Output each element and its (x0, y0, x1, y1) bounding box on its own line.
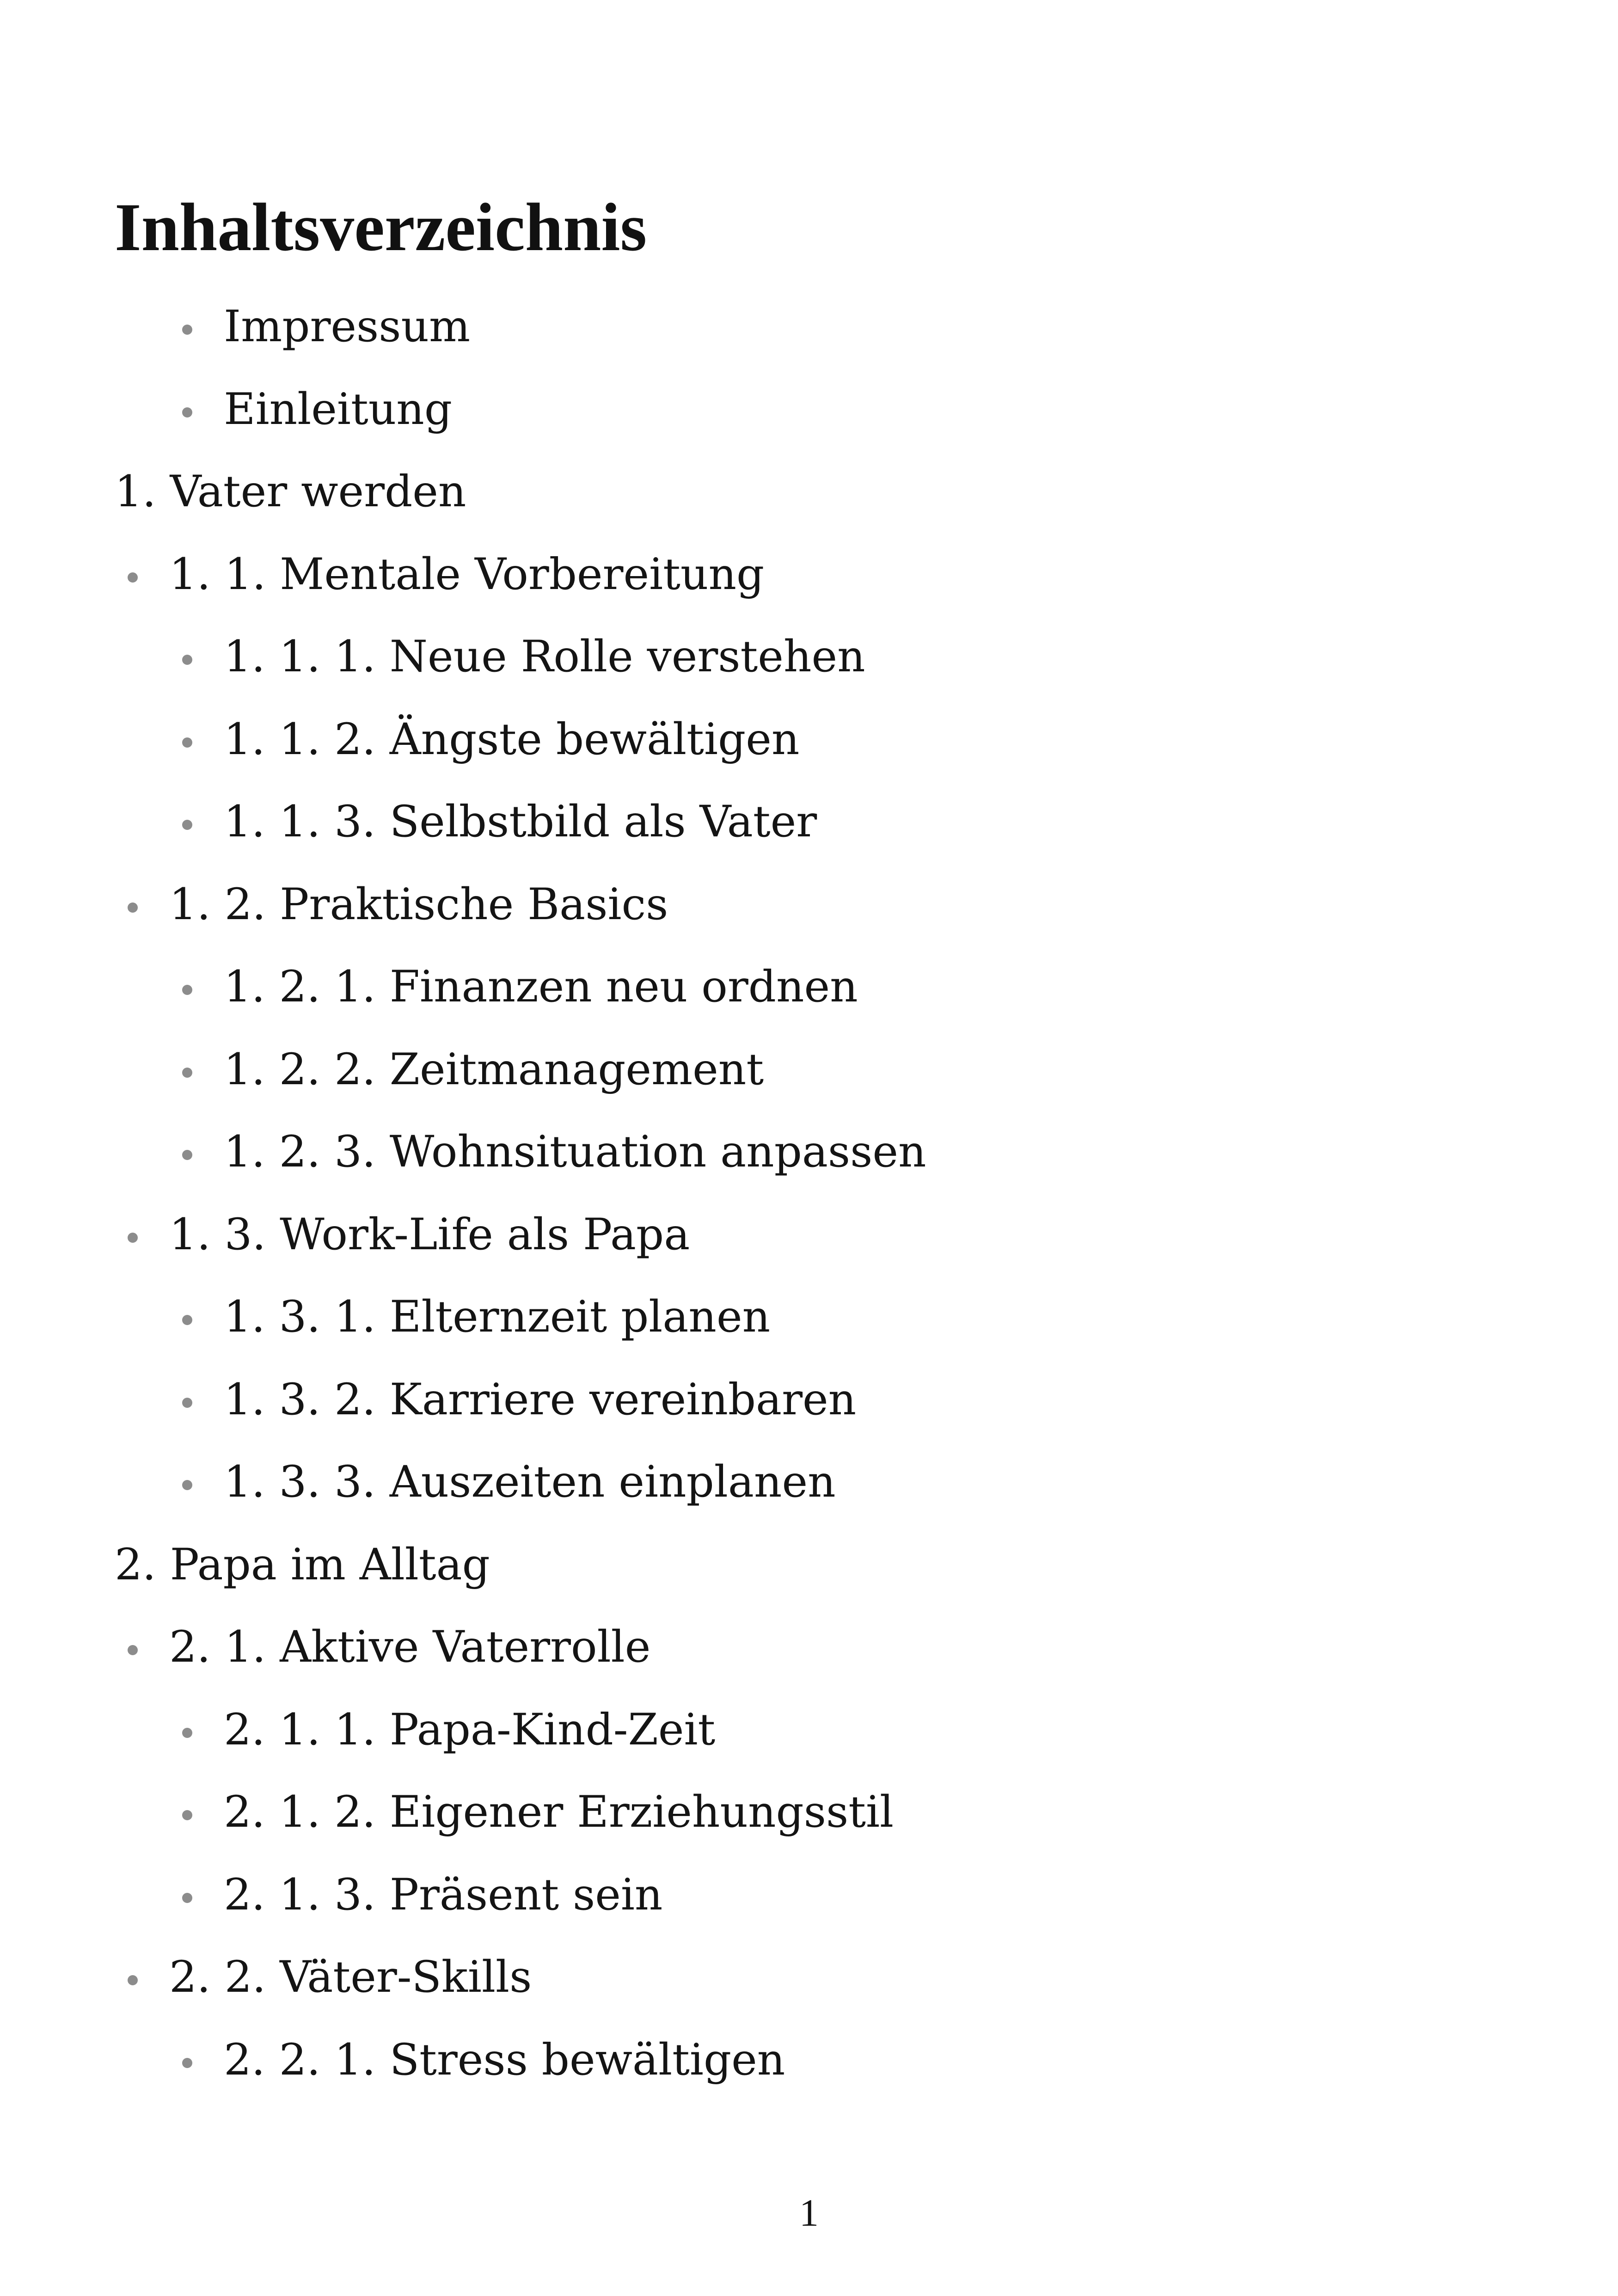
toc-section-entry[interactable]: 1. 1. Mentale Vorbereitung (169, 549, 765, 600)
toc-subsection-entry[interactable]: Einleitung (224, 384, 453, 435)
bullet-icon (182, 820, 192, 830)
bullet-icon (182, 737, 192, 748)
toc-subsection-entry[interactable]: 1. 1. 1. Neue Rolle verstehen (224, 632, 865, 682)
toc-subsection-entry[interactable]: 1. 1. 2. Ängste bewältigen (224, 714, 800, 765)
bullet-icon (182, 407, 192, 417)
bullet-icon (182, 655, 192, 665)
bullet-icon (182, 1150, 192, 1160)
bullet-icon (182, 1810, 192, 1820)
toc-section-entry[interactable]: 2. 2. Väter-Skills (169, 1952, 532, 2002)
bullet-icon (182, 1068, 192, 1078)
toc-subsection-entry[interactable]: 1. 1. 3. Selbstbild als Vater (224, 797, 817, 847)
bullet-icon (182, 1893, 192, 1903)
toc-subsection-entry[interactable]: 1. 2. 1. Finanzen neu ordnen (224, 962, 858, 1012)
toc-subsection-entry[interactable]: 2. 1. 2. Eigener Erziehungsstil (224, 1787, 894, 1837)
toc-subsection-entry[interactable]: Impressum (224, 301, 471, 352)
toc-subsection-entry[interactable]: 1. 2. 3. Wohnsituation anpassen (224, 1127, 926, 1177)
toc-section-entry[interactable]: 1. 2. Praktische Basics (169, 879, 668, 930)
page-number: 1 (799, 2192, 819, 2235)
toc-subsection-entry[interactable]: 1. 3. 3. Auszeiten einplanen (224, 1457, 836, 1507)
bullet-icon (182, 2058, 192, 2068)
page-title: Inhaltsverzeichnis (115, 190, 647, 265)
toc-chapter-entry[interactable]: 2. Papa im Alltag (115, 1539, 490, 1590)
bullet-icon (182, 1728, 192, 1738)
toc-subsection-entry[interactable]: 1. 2. 2. Zeitmanagement (224, 1044, 764, 1095)
bullet-icon (128, 572, 138, 583)
toc-section-entry[interactable]: 2. 1. Aktive Vaterrolle (169, 1622, 651, 1672)
bullet-icon (128, 1645, 138, 1655)
bullet-icon (182, 985, 192, 995)
toc-subsection-entry[interactable]: 2. 1. 1. Papa-Kind-Zeit (224, 1704, 716, 1755)
bullet-icon (182, 1398, 192, 1408)
toc-subsection-entry[interactable]: 1. 3. 2. Karriere vereinbaren (224, 1374, 857, 1425)
bullet-icon (128, 902, 138, 913)
bullet-icon (182, 325, 192, 335)
bullet-icon (128, 1975, 138, 1985)
toc-chapter-entry[interactable]: 1. Vater werden (115, 467, 466, 517)
toc-section-entry[interactable]: 1. 3. Work-Life als Papa (169, 1209, 690, 1260)
toc-subsection-entry[interactable]: 2. 1. 3. Präsent sein (224, 1869, 663, 1920)
bullet-icon (128, 1233, 138, 1243)
toc-subsection-entry[interactable]: 1. 3. 1. Elternzeit planen (224, 1292, 771, 1342)
toc-subsection-entry[interactable]: 2. 2. 1. Stress bewältigen (224, 2034, 785, 2085)
bullet-icon (182, 1480, 192, 1490)
bullet-icon (182, 1315, 192, 1325)
